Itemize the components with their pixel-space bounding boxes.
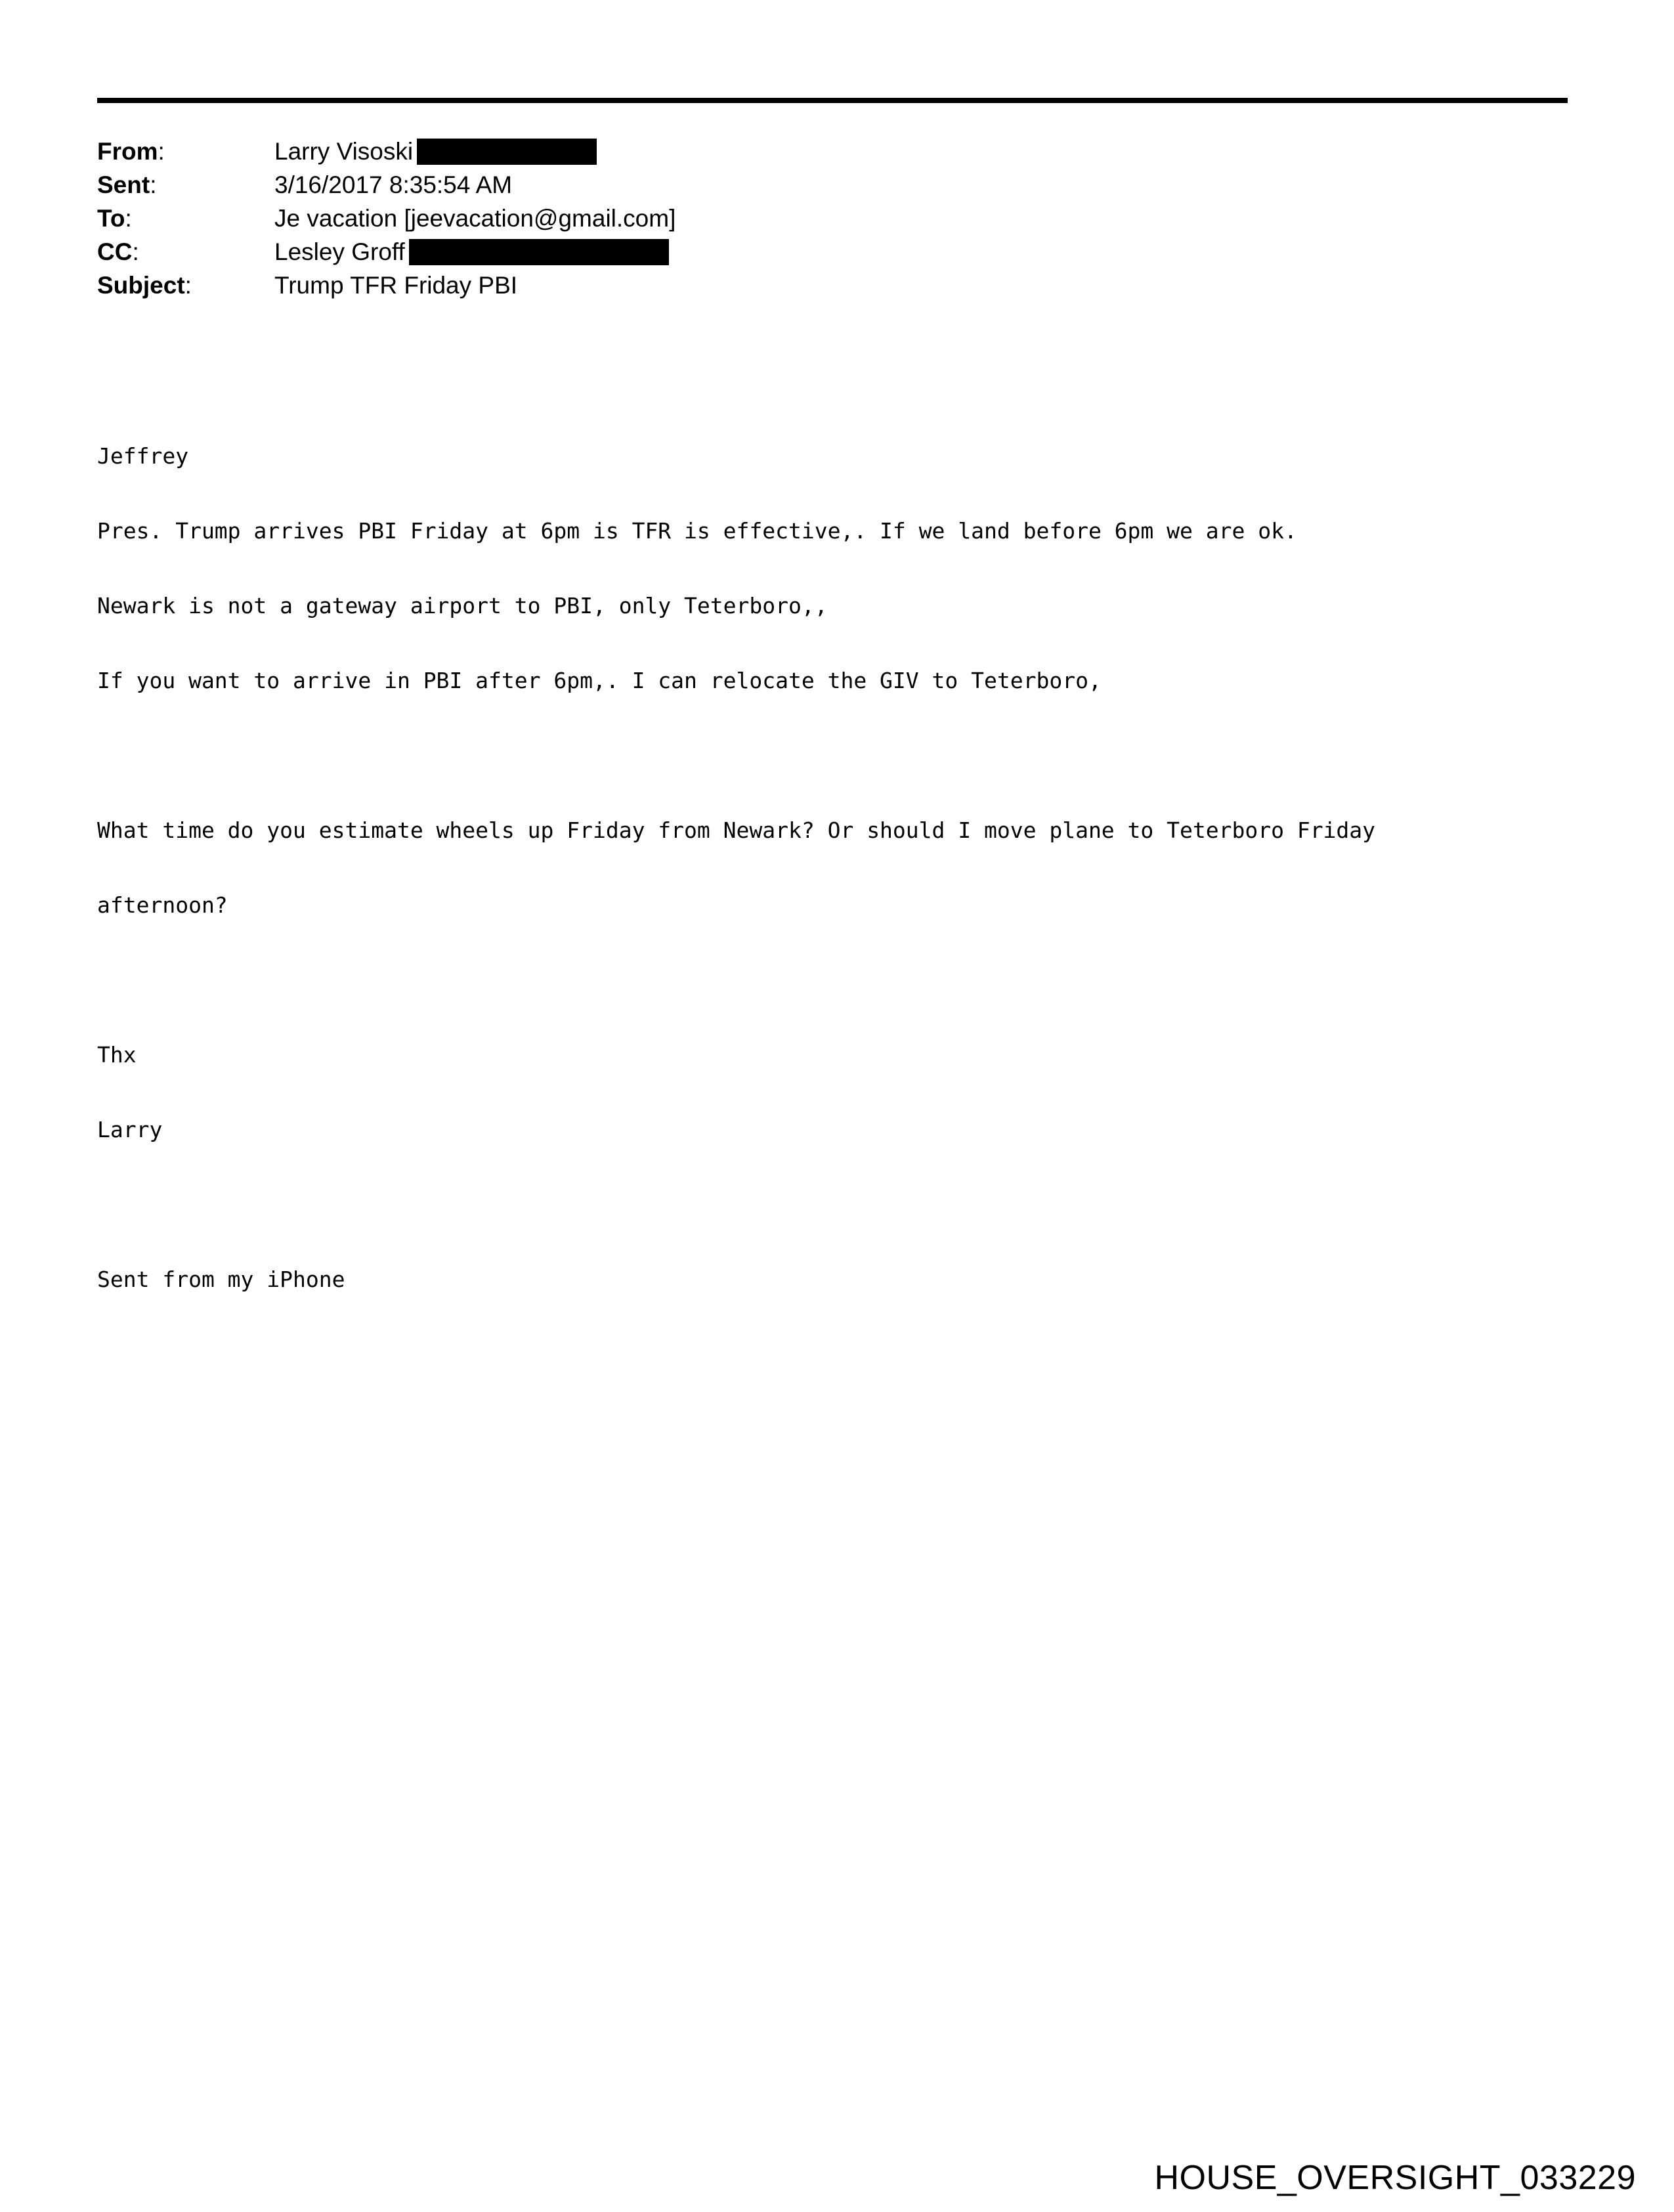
from-label: From: xyxy=(97,138,165,165)
body-line: If you want to arrive in PBI after 6pm,. I can relocate the GIV to Teterboro, xyxy=(97,668,1102,693)
sender-name: Larry Visoski xyxy=(274,138,414,165)
blank-line xyxy=(97,743,1607,768)
to-value: Je vacation [jeevacation@gmail.com] xyxy=(274,205,676,232)
body-line: Thx xyxy=(97,1042,137,1068)
cc-value xyxy=(274,235,669,269)
email-body xyxy=(97,394,1607,1317)
body-line: Pres. Trump arrives PBI Friday at 6pm is TFR is effective,. If we land before 6pm we are ok. xyxy=(97,518,1297,544)
body-line: Newark is not a gateway airport to PBI, only Teterboro,, xyxy=(97,593,828,618)
body-line: What time do you estimate wheels up Friday from Newark? Or should I move plane to Teterboro Friday xyxy=(97,817,1376,843)
cc-name: Lesley Groff xyxy=(274,238,405,265)
blank-line xyxy=(97,968,1607,993)
signature-line: Sent from my iPhone xyxy=(97,1267,345,1292)
cc-label: CC: xyxy=(97,238,139,265)
blank-line xyxy=(97,1192,1607,1217)
header-rule xyxy=(97,98,1568,103)
redaction-box xyxy=(417,139,597,165)
subject-value: Trump TFR Friday PBI xyxy=(274,272,518,299)
bates-number: HOUSE_OVERSIGHT_033229 xyxy=(1154,2159,1636,2197)
from-value xyxy=(274,135,597,168)
body-line: Larry xyxy=(97,1117,163,1142)
subject-label: Subject: xyxy=(97,272,192,299)
sent-value: 3/16/2017 8:35:54 AM xyxy=(274,171,513,198)
body-line: Jeffrey xyxy=(97,443,189,469)
body-line: afternoon? xyxy=(97,892,228,918)
redaction-box xyxy=(409,239,669,265)
sent-label: Sent: xyxy=(97,171,157,198)
to-label: To: xyxy=(97,205,132,232)
